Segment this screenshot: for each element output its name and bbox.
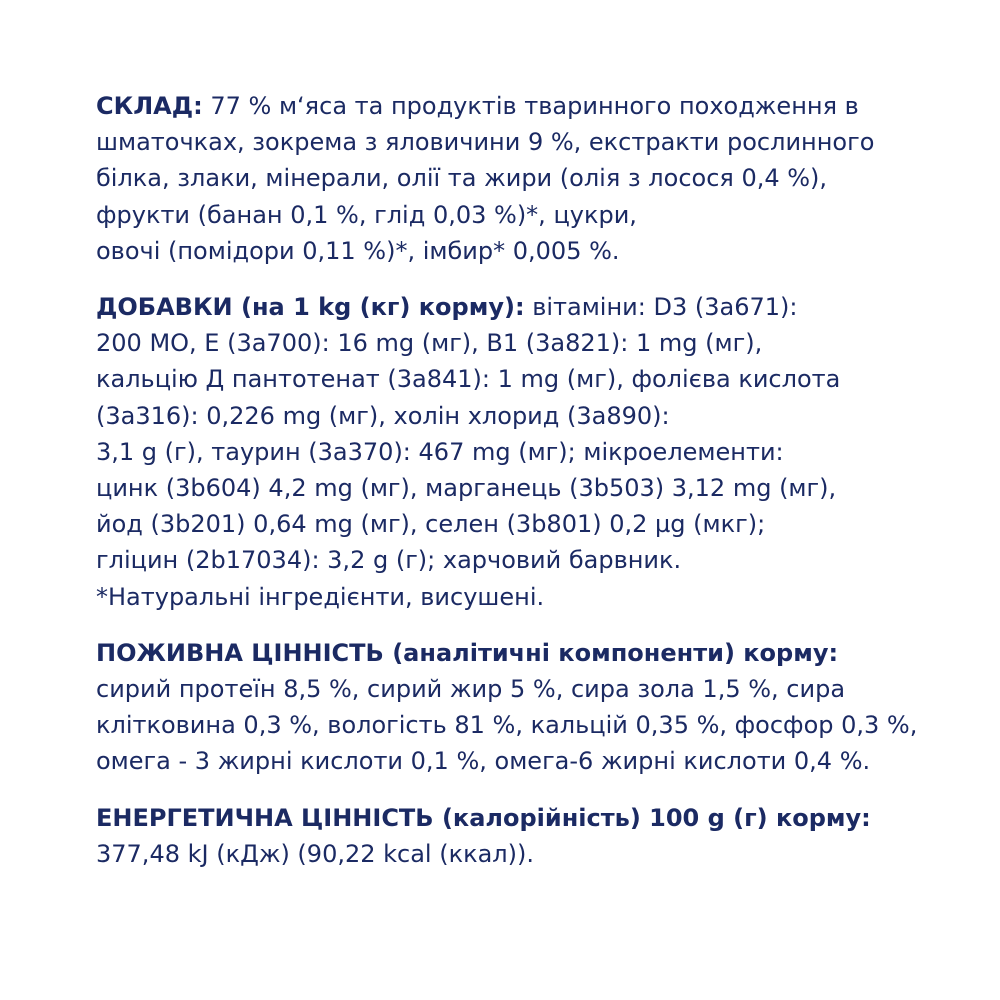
energy-value: 377,48 kJ (кДж) (90,22 kcal (ккал)). xyxy=(96,839,534,868)
energy-section xyxy=(96,800,956,872)
energy-heading: ЕНЕРГЕТИЧНА ЦІННІСТЬ (калорійність) 100 g (г) корму: xyxy=(96,803,871,832)
composition-line: шматочках, зокрема з яловичини 9 %, екстракти рослинного xyxy=(96,128,875,157)
composition-first-line xyxy=(96,88,956,124)
composition-line: овочі (помідори 0,11 %)*, імбир* 0,005 %. xyxy=(96,236,620,265)
additives-line: 3,1 g (г), таурин (3a370): 467 mg (мг); мікроелементи: xyxy=(96,437,784,466)
additives-section xyxy=(96,289,956,615)
additives-heading: ДОБАВКИ (на 1 kg (кг) корму): xyxy=(96,293,525,322)
additives-line: 200 МО, Е (3a700): 16 mg (мг), B1 (3a821): 1 mg (мг), xyxy=(96,329,763,358)
additives-line: цинк (3b604) 4,2 mg (мг), марганець (3b503) 3,12 mg (мг), xyxy=(96,474,837,503)
additives-text: вітаміни: D3 (3a671): xyxy=(524,293,798,322)
composition-section xyxy=(96,88,956,269)
ingredients-document xyxy=(96,88,956,892)
composition-line: фрукти (банан 0,1 %, глід 0,03 %)*, цукри, xyxy=(96,200,637,229)
additives-line: йод (3b201) 0,64 mg (мг), селен (3b801) 0,2 µg (мкг); xyxy=(96,510,766,539)
composition-line: білка, злаки, мінерали, олії та жири (олія з лосося 0,4 %), xyxy=(96,164,828,193)
composition-heading: СКЛАД: xyxy=(96,92,203,120)
additives-line: (3a316): 0,226 mg (мг), холін хлорид (3a890): xyxy=(96,401,670,430)
nutrition-line: клітковина 0,3 %, вологість 81 %, кальцій 0,35 %, фосфор 0,3 %, xyxy=(96,711,918,740)
additives-first-line xyxy=(96,289,956,325)
nutrition-line: омега - 3 жирні кислоти 0,1 %, омега-6 жирні кислоти 0,4 %. xyxy=(96,747,871,776)
composition-text: 77 % м‘яса та продуктів тваринного походження в xyxy=(202,92,859,120)
additives-line: гліцин (2b17034): 3,2 g (г); харчовий барвник. xyxy=(96,546,682,575)
nutrition-heading: ПОЖИВНА ЦІННІСТЬ (аналітичні компоненти) корму: xyxy=(96,638,839,667)
additives-line: кальцію Д пантотенат (3a841): 1 mg (мг), фолієва кислота xyxy=(96,365,841,394)
nutrition-line: сирий протеїн 8,5 %, сирий жир 5 %, сира зола 1,5 %, сира xyxy=(96,675,846,704)
nutrition-section xyxy=(96,635,956,780)
footnote-natural-ingredients: *Натуральні інгредієнти, висушені. xyxy=(96,582,545,611)
